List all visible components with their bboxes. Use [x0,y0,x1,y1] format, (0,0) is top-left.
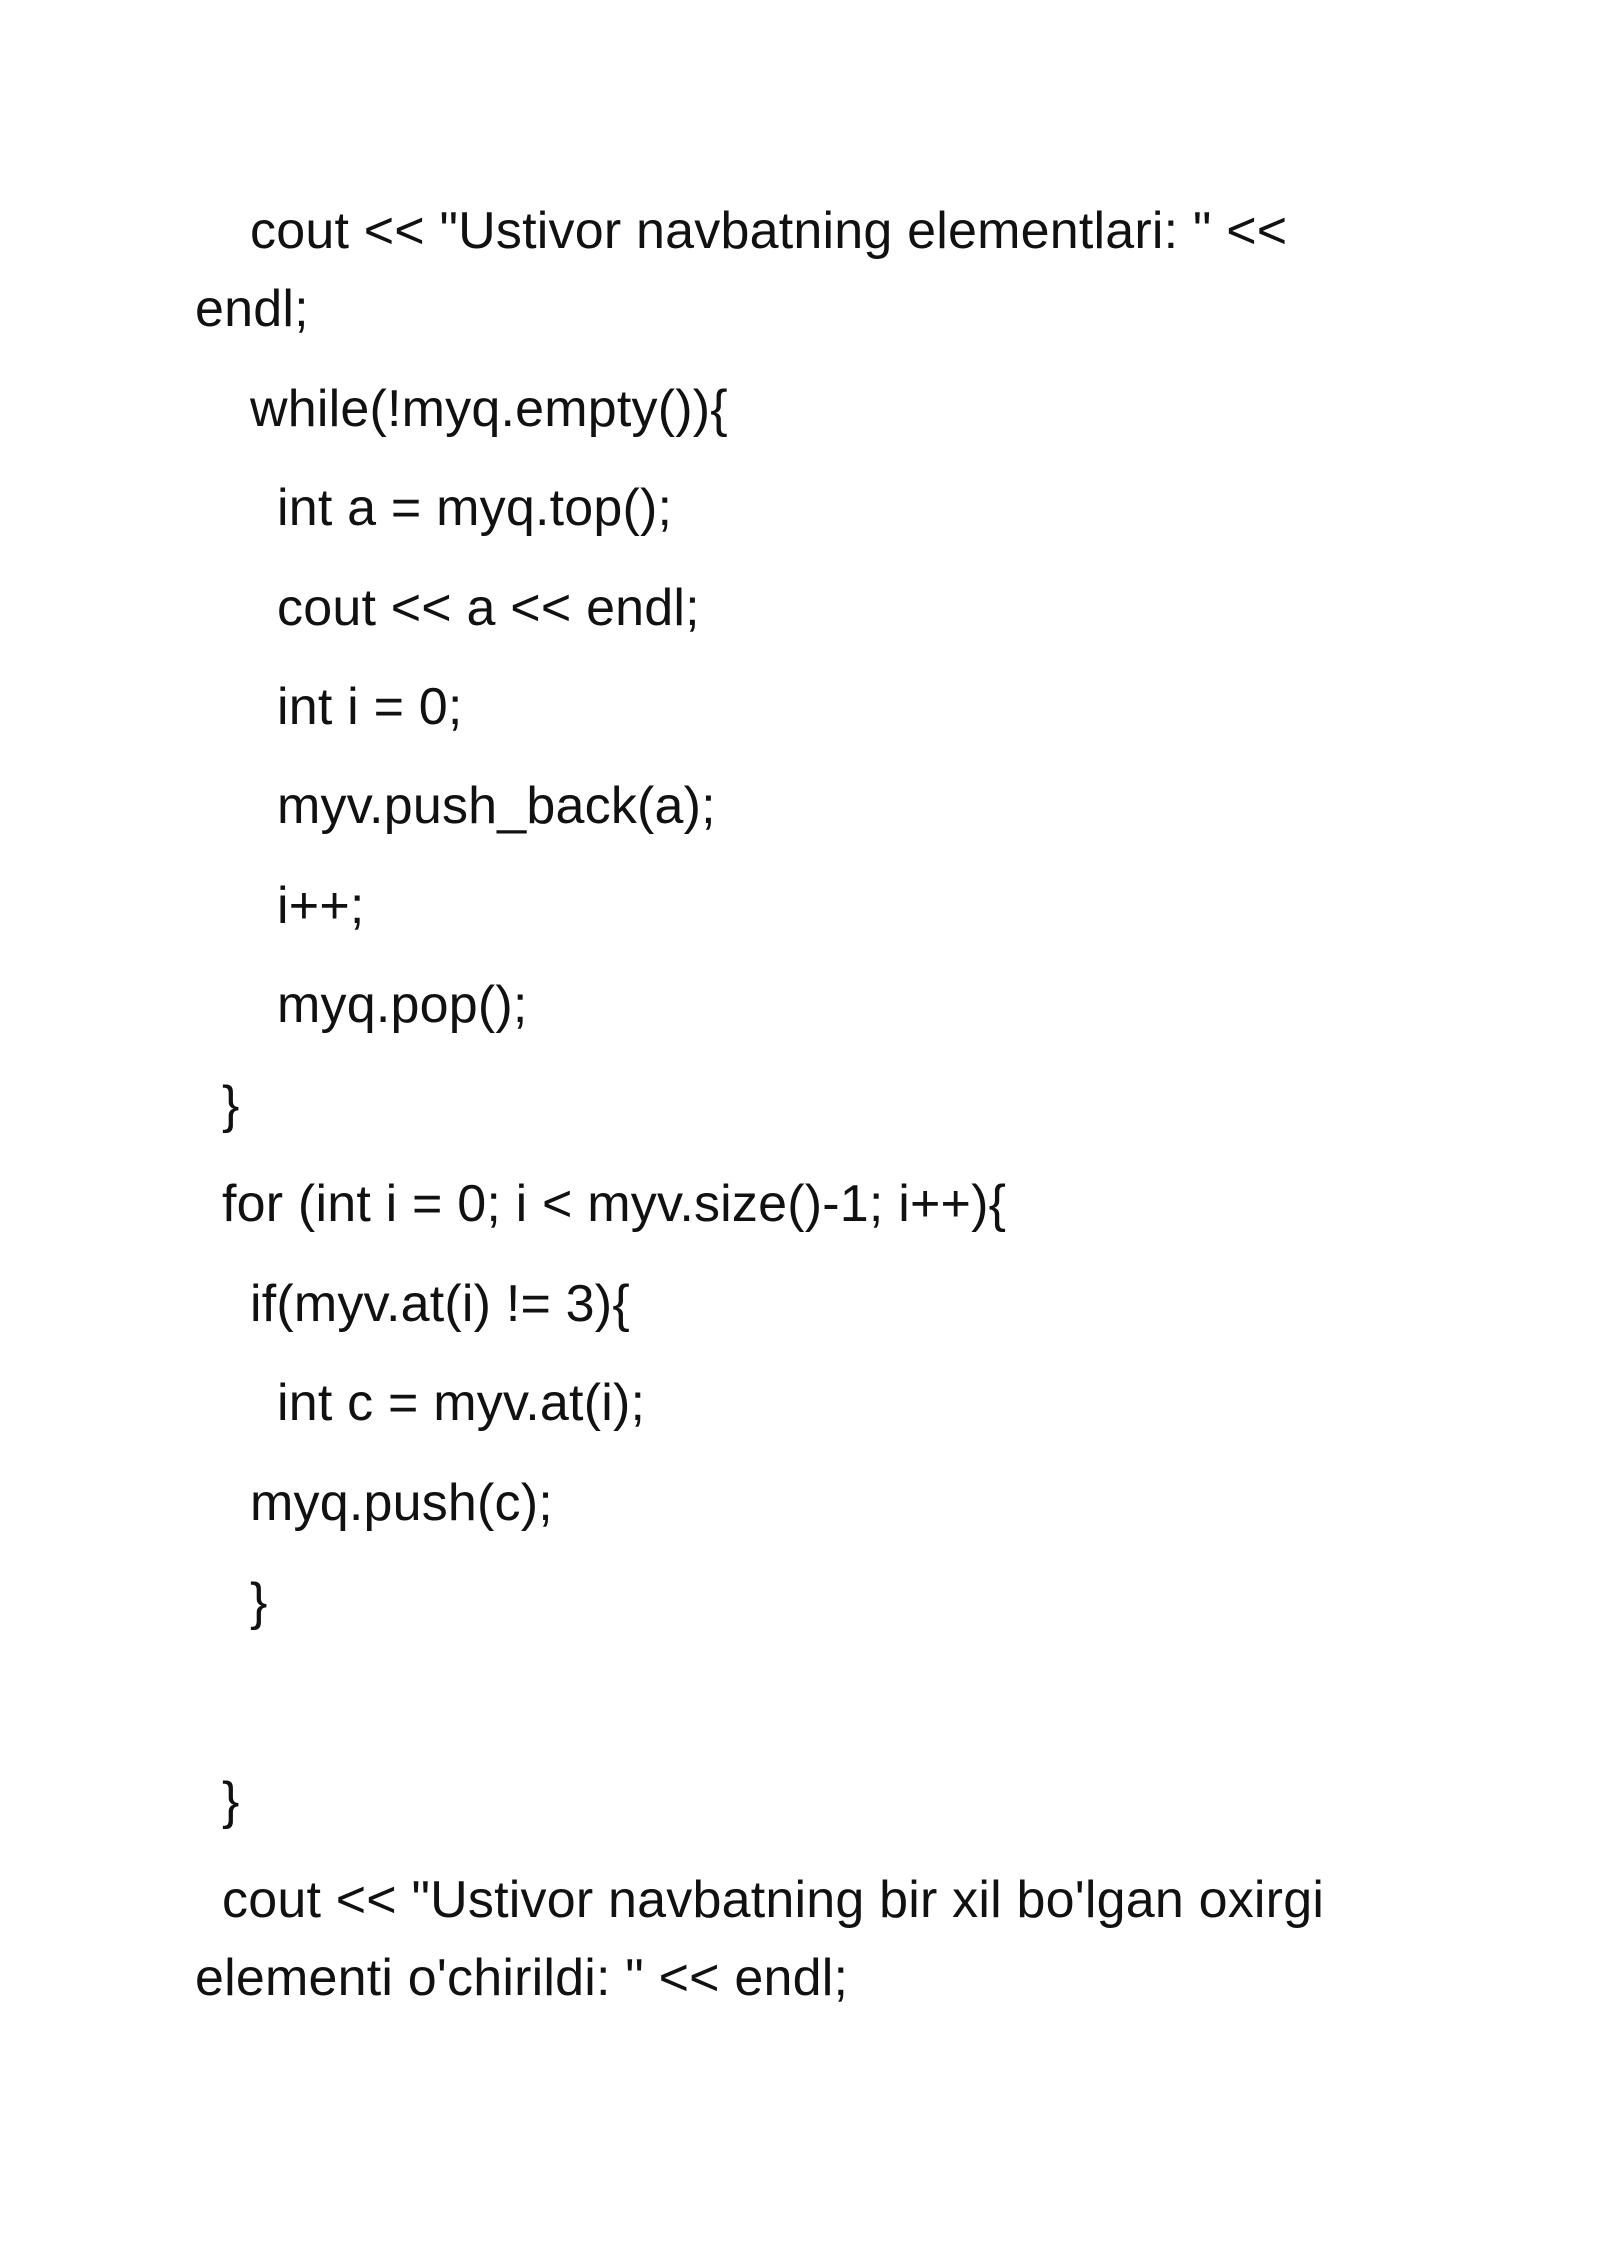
code-line-2: endl; [195,280,309,338]
code-line-17: cout << "Ustivor navbatning bir xil bo'lgan oxirgi [222,1871,1325,1929]
code-line-12: if(myv.at(i) != 3){ [250,1275,630,1333]
code-line-9: myq.pop(); [277,976,528,1034]
code-line-18: elementi o'chirildi: " << endl; [195,1949,849,2007]
code-line-7: myv.push_back(a); [277,777,716,835]
code-line-16: } [222,1772,240,1830]
code-line-10: } [222,1076,240,1134]
code-line-8: i++; [277,877,365,935]
code-line-1: cout << "Ustivor navbatning elementlari: " << [250,202,1288,260]
code-line-4: int a = myq.top(); [277,479,673,537]
code-line-13: int c = myv.at(i); [277,1374,646,1432]
code-line-6: int i = 0; [277,678,463,736]
code-line-15: } [250,1573,268,1631]
code-line-14: myq.push(c); [250,1474,553,1532]
code-line-11: for (int i = 0; i < myv.size()-1; i++){ [222,1175,1007,1233]
code-line-5: cout << a << endl; [277,579,700,637]
code-line-3: while(!myq.empty()){ [250,380,728,438]
